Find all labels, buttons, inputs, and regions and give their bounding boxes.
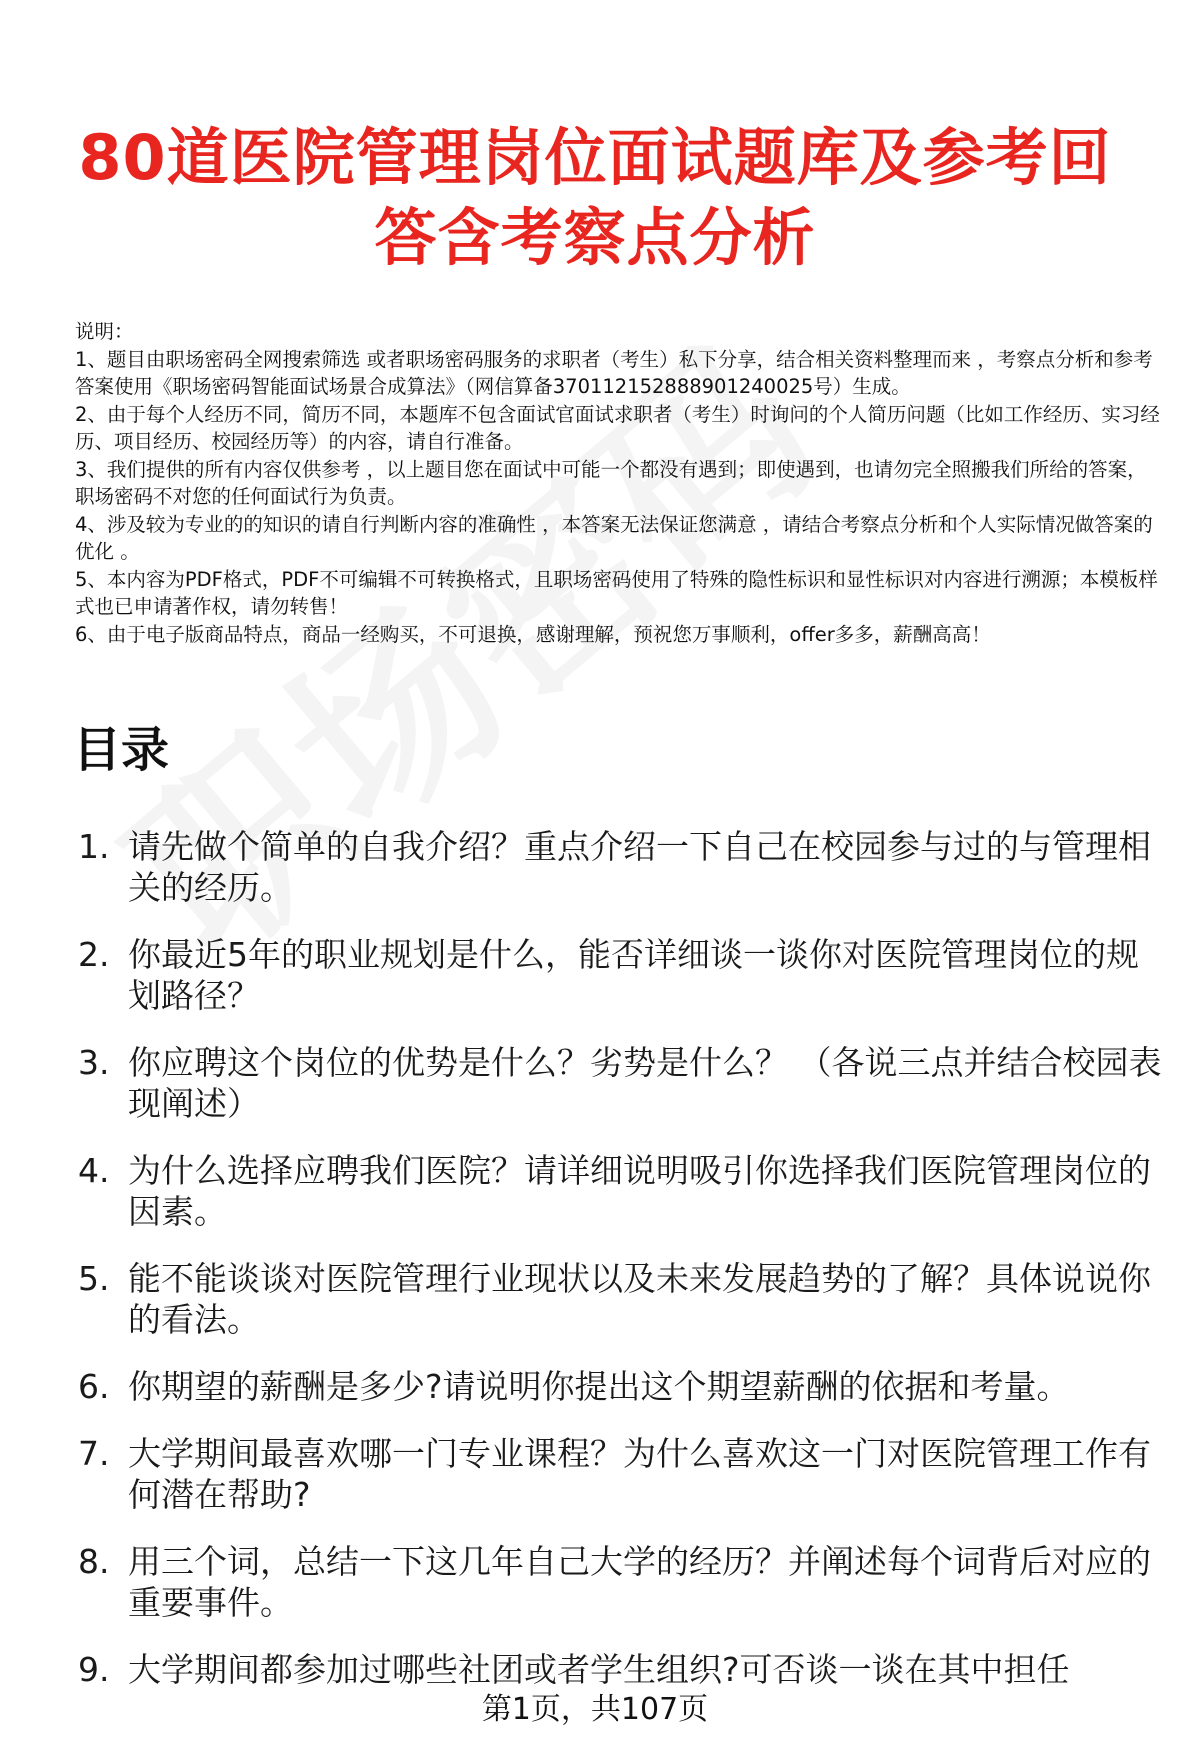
toc-item-text: 为什么选择应聘我们医院？请详细说明吸引你选择我们医院管理岗位的因素。 [128,1151,1151,1231]
page-number: 第1页，共107页 [481,1692,709,1727]
note-item: 5、本内容为PDF格式，PDF不可编辑不可转换格式，且职场密码使用了特殊的隐性标识和显性标识对内容进行溯源；本模板样式也已申请著作权，请勿转售！ [75,567,1158,618]
toc-item-text: 你最近5年的职业规划是什么，能否详细谈一谈你对医院管理岗位的规划路径？ [128,935,1139,1015]
notes-heading: 说明： [75,320,134,343]
note-item: 1、题目由职场密码全网搜索筛选 或者职场密码服务的求职者（考生）私下分享，结合相关资料整理而来 ，考察点分析和参考答案使用《职场密码智能面试场景合成算法》（网信算备370112152888901240025号）生成。 [75,347,1153,398]
toc-item-text: 你期望的薪酬是多少?请说明你提出这个期望薪酬的依据和考量。 [128,1367,1070,1406]
toc-item-text: 大学期间最喜欢哪一门专业课程？为什么喜欢这一门对医院管理工作有何潜在帮助? [128,1434,1151,1514]
toc-item[interactable] [78,1433,1168,1515]
toc-item-text: 大学期间都参加过哪些社团或者学生组织?可否谈一谈在其中担任 [128,1650,1070,1689]
toc-list [78,826,1168,1716]
toc-item-text: 你应聘这个岗位的优势是什么？劣势是什么？ （各说三点并结合校园表现阐述） [128,1043,1162,1123]
toc-item[interactable] [78,1541,1168,1623]
toc-item[interactable] [78,934,1168,1016]
toc-item[interactable] [78,1150,1168,1232]
toc-item[interactable] [78,826,1168,908]
toc-heading: 目录 [73,722,170,778]
toc-item[interactable] [78,1649,1168,1690]
note-item: 4、涉及较为专业的的知识的请自行判断内容的准确性 ，本答案无法保证您满意 ，请结合考察点分析和个人实际情况做答案的优化 。 [75,512,1153,563]
toc-item[interactable] [78,1042,1168,1124]
notes-section [75,318,1165,648]
toc-item-number: 4. [78,1151,110,1190]
toc-item[interactable] [78,1366,1168,1407]
note-item: 3、我们提供的所有内容仅供参考 ，以上题目您在面试中可能一个都没有遇到；即使遇到，也请勿完全照搬我们所给的答案，职场密码不对您的任何面试行为负责。 [75,457,1147,508]
toc-item-number: 5. [78,1259,110,1298]
toc-item-text: 请先做个简单的自我介绍？重点介绍一下自己在校园参与过的与管理相关的经历。 [128,827,1151,907]
toc-item-text: 用三个词，总结一下这几年自己大学的经历？并阐述每个词背后对应的重要事件。 [128,1542,1151,1622]
toc-item-number: 1. [78,827,110,866]
note-item: 2、由于每个人经历不同，简历不同，本题库不包含面试官面试求职者（考生）时询问的个人简历问题（比如工作经历、实习经历、项目经历、校园经历等）的内容，请自行准备。 [75,402,1160,453]
note-item: 6、由于电子版商品特点，商品一经购买，不可退换，感谢理解，预祝您万事顺利，offer多多，薪酬高高！ [75,622,991,646]
toc-item-number: 3. [78,1043,110,1082]
toc-item-number: 7. [78,1434,110,1473]
toc-item[interactable] [78,1258,1168,1340]
document-title: 80道医院管理岗位面试题库及参考回答含考察点分析 [78,121,1112,274]
toc-item-number: 6. [78,1367,110,1406]
toc-item-number: 8. [78,1542,110,1581]
toc-item-text: 能不能谈谈对医院管理行业现状以及未来发展趋势的了解？具体说说你的看法。 [128,1259,1151,1339]
toc-item-number: 9. [78,1650,110,1689]
toc-item-number: 2. [78,935,110,974]
